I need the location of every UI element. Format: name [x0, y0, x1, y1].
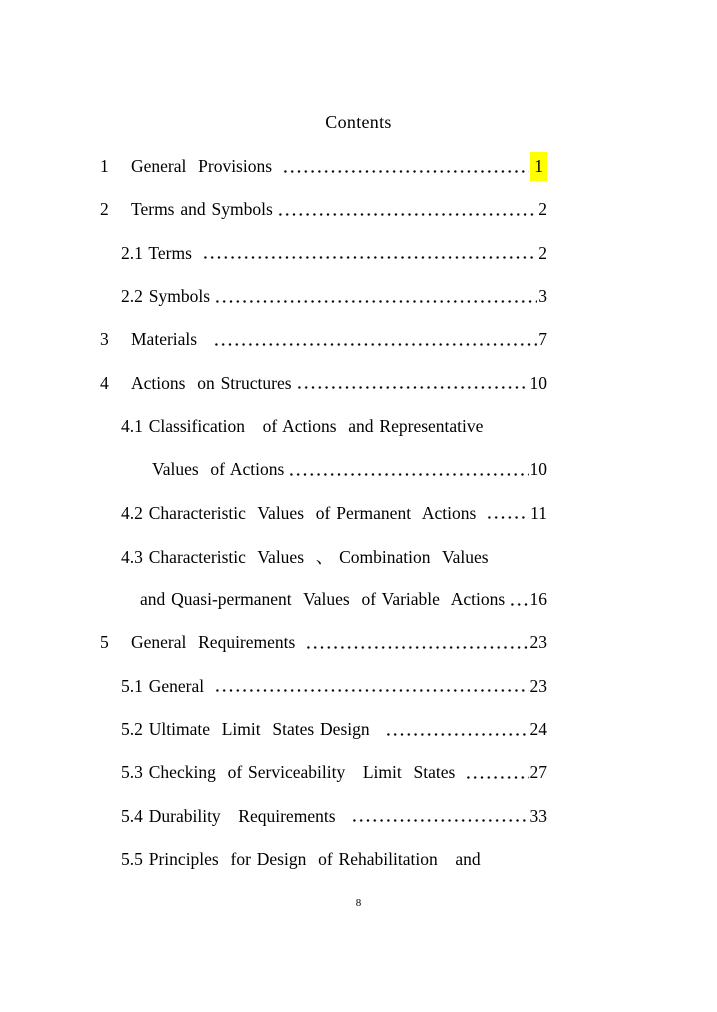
toc-page-number: 24	[529, 719, 547, 739]
toc-entry	[100, 751, 547, 794]
dot-leader	[282, 170, 529, 173]
toc-entry-label: 4.2 Characteristic Values of Permanent Actions	[121, 502, 483, 523]
toc-entry	[100, 275, 547, 318]
toc-entry-label: and Quasi-permanent Values of Variable Actions	[140, 589, 506, 610]
toc-entry-label: 5.4 Durability Requirements	[121, 805, 348, 826]
toc-page-number: 10	[529, 459, 547, 480]
dot-leader	[288, 473, 528, 476]
toc-entry-label: General Provisions	[131, 156, 278, 177]
toc-entry-label: Materials	[131, 329, 209, 350]
toc-entry-label: General Requirements	[131, 632, 302, 653]
toc-entry	[100, 405, 547, 448]
toc-entry-label: 2.2 Symbols	[121, 286, 211, 307]
page-number-footer: 8	[355, 897, 362, 910]
toc-entry	[100, 318, 547, 361]
toc-entry-label: 5.5 Principles for Design of Rehabilitation and	[121, 848, 481, 869]
toc-entry	[100, 838, 547, 881]
dot-leader	[305, 646, 528, 649]
toc-entry-label: 5.3 Checking of Serviceability Limit States	[121, 762, 462, 783]
toc-page-number: 2	[538, 199, 547, 220]
toc-page-number: 2	[538, 242, 547, 263]
toc-page-number: 16	[529, 589, 547, 610]
toc-entry	[100, 188, 547, 231]
dot-leader	[465, 776, 528, 779]
toc-entry-label: 5.1 General	[121, 675, 211, 696]
toc-page-number: 27	[529, 762, 547, 783]
toc-page-number: 3	[538, 286, 547, 307]
toc-page-number: 7	[538, 329, 547, 350]
toc-page-number: 23	[529, 632, 547, 653]
dot-leader	[486, 516, 529, 519]
toc-entry-label: Actions on Structures	[131, 372, 292, 393]
dot-leader	[202, 256, 537, 259]
toc-entry	[100, 578, 547, 621]
toc-entry	[100, 665, 547, 708]
toc-entry-label: 5.2 Ultimate Limit States Design	[121, 719, 382, 739]
toc-entry-number: 4	[100, 372, 109, 393]
toc-entry-label: Terms and Symbols	[131, 199, 273, 220]
toc-entry-number: 5	[100, 632, 109, 653]
dot-leader	[296, 386, 529, 389]
dot-leader	[509, 603, 528, 606]
toc-entry	[100, 794, 547, 837]
dot-leader	[213, 343, 537, 346]
toc-entry	[100, 448, 547, 491]
toc-entry	[100, 232, 547, 275]
toc-entry-number: 2	[100, 199, 109, 220]
table-of-contents	[100, 145, 547, 881]
dot-leader	[351, 819, 528, 822]
highlighted-page-number: 1	[530, 152, 547, 181]
dot-leader	[214, 300, 537, 303]
toc-page-number: 11	[530, 502, 547, 523]
toc-entry	[100, 708, 547, 751]
toc-entry-label: 2.1 Terms	[121, 242, 198, 263]
toc-entry	[100, 621, 547, 664]
toc-entry-number: 3	[100, 329, 109, 350]
toc-entry	[100, 491, 547, 534]
toc-entry-number: 1	[100, 156, 109, 177]
toc-entry	[100, 535, 547, 578]
dot-leader	[277, 213, 537, 216]
toc-page-number: 23	[529, 675, 547, 696]
page-title: Contents	[325, 112, 392, 132]
toc-entry-label: 4.1 Classification of Actions and Representative	[121, 415, 484, 436]
toc-entry	[100, 361, 547, 404]
toc-page-number: 10	[529, 372, 547, 393]
dot-leader	[385, 733, 528, 736]
dot-leader	[214, 689, 528, 692]
toc-entry-label: 4.3 Characteristic Values 、 Combination Values	[121, 546, 489, 567]
toc-page-number: 33	[529, 805, 547, 826]
toc-entry	[100, 145, 547, 188]
toc-entry-label: Values of Actions	[152, 459, 285, 480]
